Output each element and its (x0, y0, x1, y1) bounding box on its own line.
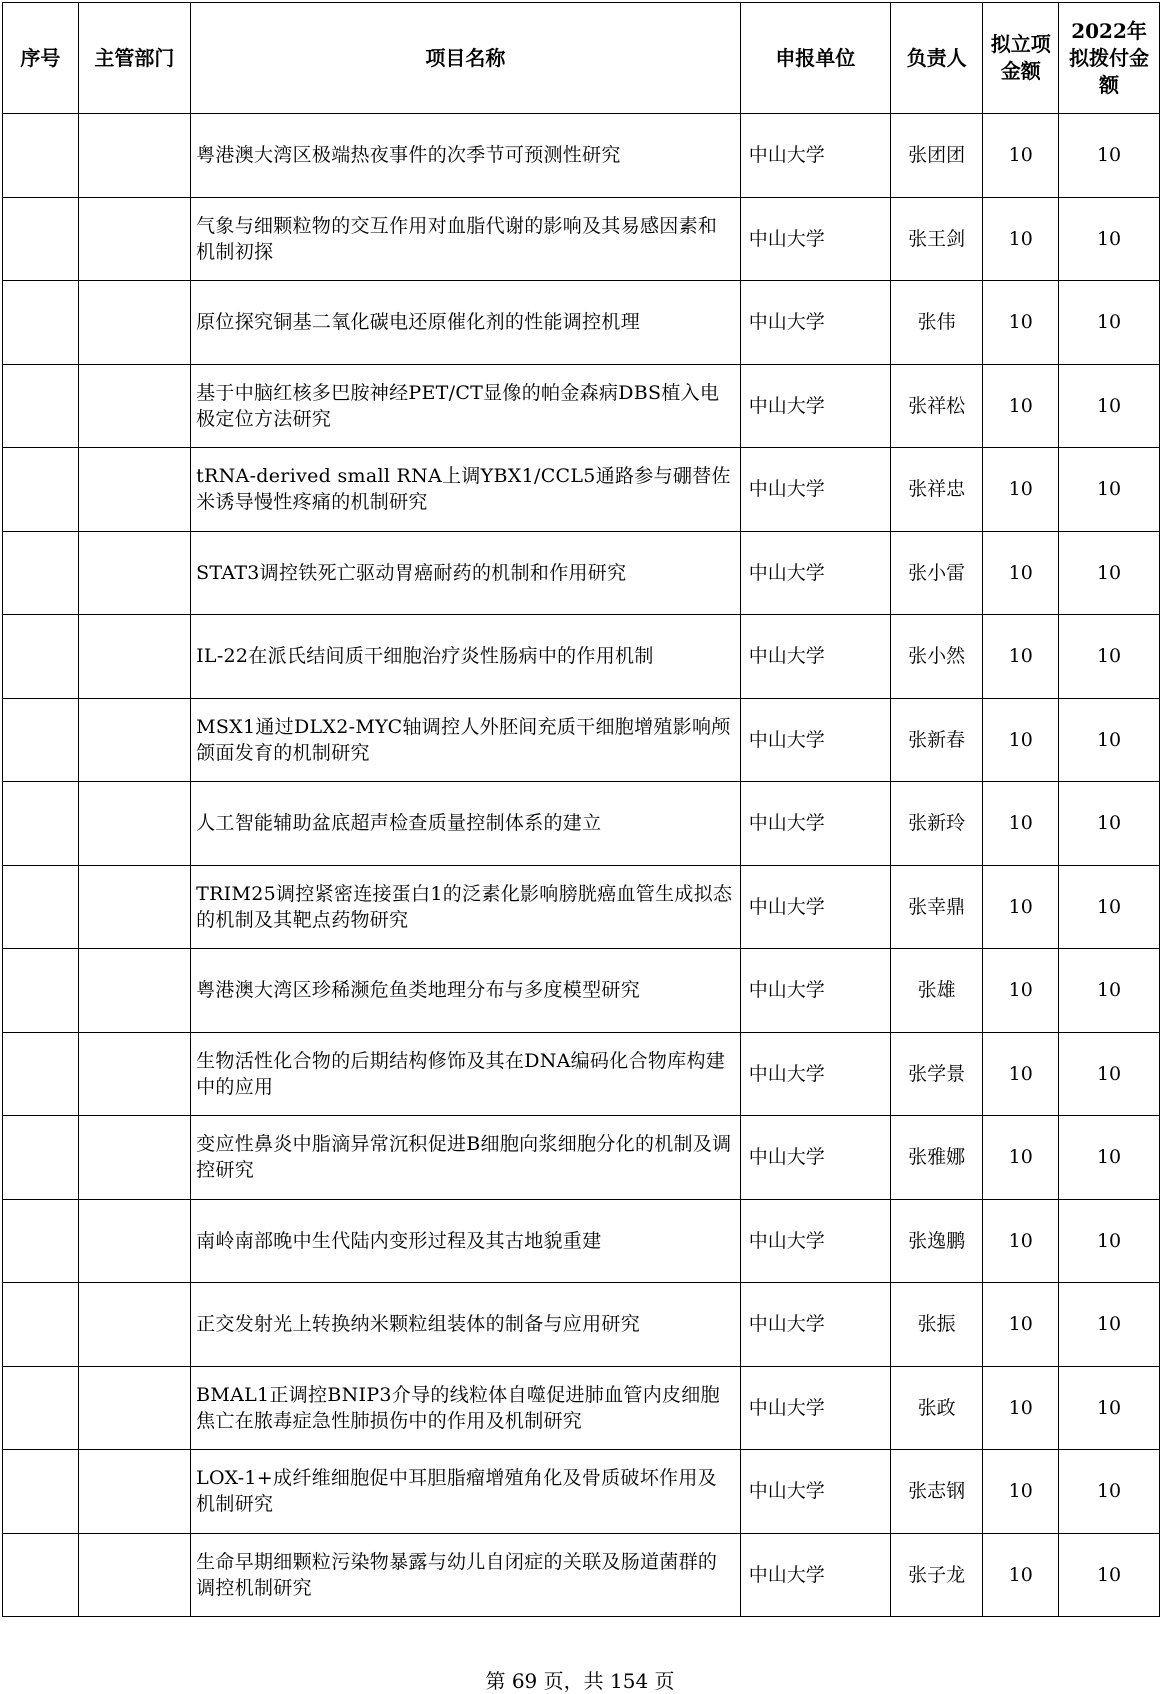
project-name-cell: 粤港澳大湾区珍稀濒危鱼类地理分布与多度模型研究 (191, 949, 741, 1033)
table-row (3, 1116, 1160, 1200)
leader-cell: 张祥忠 (890, 448, 982, 532)
leader-cell: 张逸鹏 (890, 1199, 982, 1283)
table-row (3, 865, 1160, 949)
seq-cell (3, 698, 79, 782)
allocated-amount-cell: 10 (1059, 531, 1160, 615)
project-name-cell: 南岭南部晚中生代陆内变形过程及其古地貌重建 (191, 1199, 741, 1283)
allocated-amount-cell: 10 (1059, 364, 1160, 448)
unit-cell: 中山大学 (740, 949, 890, 1033)
leader-cell: 张王剑 (890, 197, 982, 281)
seq-cell (3, 1199, 79, 1283)
dept-cell (78, 281, 190, 365)
table-row (3, 448, 1160, 532)
unit-cell: 中山大学 (740, 197, 890, 281)
unit-cell: 中山大学 (740, 114, 890, 198)
header-dept: 主管部门 (78, 3, 190, 114)
table-row (3, 1366, 1160, 1450)
project-name-cell: BMAL1正调控BNIP3介导的线粒体自噬促进肺血管内皮细胞焦亡在脓毒症急性肺损伤中的作用及机制研究 (191, 1366, 741, 1450)
allocated-amount-cell: 10 (1059, 1533, 1160, 1617)
dept-cell (78, 1283, 190, 1367)
project-name-cell: 变应性鼻炎中脂滴异常沉积促进B细胞向浆细胞分化的机制及调控研究 (191, 1116, 741, 1200)
leader-cell: 张雄 (890, 949, 982, 1033)
approved-amount-cell: 10 (983, 1366, 1059, 1450)
project-name-cell: TRIM25调控紧密连接蛋白1的泛素化影响膀胱癌血管生成拟态的机制及其靶点药物研究 (191, 865, 741, 949)
header-allocated: 2022年拟拨付金额 (1059, 3, 1160, 114)
seq-cell (3, 1032, 79, 1116)
unit-cell: 中山大学 (740, 448, 890, 532)
header-name: 项目名称 (191, 3, 741, 114)
approved-amount-cell: 10 (983, 281, 1059, 365)
seq-cell (3, 865, 79, 949)
allocated-amount-cell: 10 (1059, 1366, 1160, 1450)
leader-cell: 张小雷 (890, 531, 982, 615)
approved-amount-cell: 10 (983, 114, 1059, 198)
leader-cell: 张新春 (890, 698, 982, 782)
table-row (3, 1450, 1160, 1534)
table-row (3, 364, 1160, 448)
approved-amount-cell: 10 (983, 698, 1059, 782)
project-table (2, 2, 1160, 1617)
header-leader: 负责人 (890, 3, 982, 114)
header-row (3, 3, 1160, 114)
leader-cell: 张幸鼎 (890, 865, 982, 949)
seq-cell (3, 1450, 79, 1534)
approved-amount-cell: 10 (983, 1450, 1059, 1534)
allocated-amount-cell: 10 (1059, 865, 1160, 949)
leader-cell: 张小然 (890, 615, 982, 699)
project-name-cell: 粤港澳大湾区极端热夜事件的次季节可预测性研究 (191, 114, 741, 198)
seq-cell (3, 197, 79, 281)
allocated-amount-cell: 10 (1059, 197, 1160, 281)
allocated-amount-cell: 10 (1059, 281, 1160, 365)
dept-cell (78, 114, 190, 198)
header-seq: 序号 (3, 3, 79, 114)
leader-cell: 张祥松 (890, 364, 982, 448)
table-row (3, 1533, 1160, 1617)
dept-cell (78, 865, 190, 949)
table-row (3, 698, 1160, 782)
unit-cell: 中山大学 (740, 782, 890, 866)
table-row (3, 949, 1160, 1033)
seq-cell (3, 448, 79, 532)
unit-cell: 中山大学 (740, 1116, 890, 1200)
dept-cell (78, 1533, 190, 1617)
unit-cell: 中山大学 (740, 1450, 890, 1534)
approved-amount-cell: 10 (983, 197, 1059, 281)
page-footer: 第 69 页，共 154 页 (485, 1669, 675, 1693)
allocated-amount-cell: 10 (1059, 698, 1160, 782)
approved-amount-cell: 10 (983, 531, 1059, 615)
approved-amount-cell: 10 (983, 615, 1059, 699)
table-row (3, 197, 1160, 281)
leader-cell: 张政 (890, 1366, 982, 1450)
allocated-amount-cell: 10 (1059, 949, 1160, 1033)
leader-cell: 张学景 (890, 1032, 982, 1116)
seq-cell (3, 1116, 79, 1200)
leader-cell: 张新玲 (890, 782, 982, 866)
dept-cell (78, 949, 190, 1033)
seq-cell (3, 114, 79, 198)
project-name-cell: 人工智能辅助盆底超声检查质量控制体系的建立 (191, 782, 741, 866)
approved-amount-cell: 10 (983, 1116, 1059, 1200)
header-approved: 拟立项金额 (983, 3, 1059, 114)
allocated-amount-cell: 10 (1059, 448, 1160, 532)
table-row (3, 1283, 1160, 1367)
seq-cell (3, 1283, 79, 1367)
table-row (3, 114, 1160, 198)
allocated-amount-cell: 10 (1059, 1283, 1160, 1367)
unit-cell: 中山大学 (740, 1366, 890, 1450)
project-name-cell: MSX1通过DLX2-MYC轴调控人外胚间充质干细胞增殖影响颅颌面发育的机制研究 (191, 698, 741, 782)
table-row (3, 1032, 1160, 1116)
unit-cell: 中山大学 (740, 281, 890, 365)
project-name-cell: 气象与细颗粒物的交互作用对血脂代谢的影响及其易感因素和机制初探 (191, 197, 741, 281)
dept-cell (78, 1366, 190, 1450)
approved-amount-cell: 10 (983, 1032, 1059, 1116)
allocated-amount-cell: 10 (1059, 1116, 1160, 1200)
table-row (3, 782, 1160, 866)
project-name-cell: 原位探究铜基二氧化碳电还原催化剂的性能调控机理 (191, 281, 741, 365)
leader-cell: 张振 (890, 1283, 982, 1367)
header-unit: 申报单位 (740, 3, 890, 114)
unit-cell: 中山大学 (740, 1283, 890, 1367)
allocated-amount-cell: 10 (1059, 782, 1160, 866)
project-name-cell: 正交发射光上转换纳米颗粒组装体的制备与应用研究 (191, 1283, 741, 1367)
leader-cell: 张志钢 (890, 1450, 982, 1534)
allocated-amount-cell: 10 (1059, 1199, 1160, 1283)
seq-cell (3, 615, 79, 699)
dept-cell (78, 531, 190, 615)
dept-cell (78, 1199, 190, 1283)
table-row (3, 1199, 1160, 1283)
project-name-cell: IL-22在派氏结间质干细胞治疗炎性肠病中的作用机制 (191, 615, 741, 699)
approved-amount-cell: 10 (983, 448, 1059, 532)
project-name-cell: tRNA-derived small RNA上调YBX1/CCL5通路参与硼替佐米诱导慢性疼痛的机制研究 (191, 448, 741, 532)
dept-cell (78, 698, 190, 782)
dept-cell (78, 1032, 190, 1116)
dept-cell (78, 448, 190, 532)
seq-cell (3, 1366, 79, 1450)
project-name-cell: 基于中脑红核多巴胺神经PET/CT显像的帕金森病DBS植入电极定位方法研究 (191, 364, 741, 448)
unit-cell: 中山大学 (740, 1032, 890, 1116)
table-row (3, 531, 1160, 615)
allocated-amount-cell: 10 (1059, 615, 1160, 699)
dept-cell (78, 1450, 190, 1534)
seq-cell (3, 531, 79, 615)
unit-cell: 中山大学 (740, 1533, 890, 1617)
leader-cell: 张子龙 (890, 1533, 982, 1617)
allocated-amount-cell: 10 (1059, 1032, 1160, 1116)
dept-cell (78, 782, 190, 866)
leader-cell: 张雅娜 (890, 1116, 982, 1200)
approved-amount-cell: 10 (983, 1283, 1059, 1367)
seq-cell (3, 782, 79, 866)
approved-amount-cell: 10 (983, 1199, 1059, 1283)
project-name-cell: 生命早期细颗粒污染物暴露与幼儿自闭症的关联及肠道菌群的调控机制研究 (191, 1533, 741, 1617)
approved-amount-cell: 10 (983, 865, 1059, 949)
unit-cell: 中山大学 (740, 531, 890, 615)
unit-cell: 中山大学 (740, 364, 890, 448)
project-name-cell: STAT3调控铁死亡驱动胃癌耐药的机制和作用研究 (191, 531, 741, 615)
seq-cell (3, 949, 79, 1033)
leader-cell: 张伟 (890, 281, 982, 365)
unit-cell: 中山大学 (740, 1199, 890, 1283)
seq-cell (3, 364, 79, 448)
leader-cell: 张团团 (890, 114, 982, 198)
seq-cell (3, 281, 79, 365)
project-name-cell: 生物活性化合物的后期结构修饰及其在DNA编码化合物库构建中的应用 (191, 1032, 741, 1116)
unit-cell: 中山大学 (740, 615, 890, 699)
approved-amount-cell: 10 (983, 364, 1059, 448)
approved-amount-cell: 10 (983, 1533, 1059, 1617)
project-name-cell: LOX-1+成纤维细胞促中耳胆脂瘤增殖角化及骨质破坏作用及机制研究 (191, 1450, 741, 1534)
dept-cell (78, 364, 190, 448)
unit-cell: 中山大学 (740, 865, 890, 949)
seq-cell (3, 1533, 79, 1617)
approved-amount-cell: 10 (983, 949, 1059, 1033)
approved-amount-cell: 10 (983, 782, 1059, 866)
allocated-amount-cell: 10 (1059, 1450, 1160, 1534)
unit-cell: 中山大学 (740, 698, 890, 782)
dept-cell (78, 197, 190, 281)
table-row (3, 615, 1160, 699)
dept-cell (78, 615, 190, 699)
allocated-amount-cell: 10 (1059, 114, 1160, 198)
table-row (3, 281, 1160, 365)
dept-cell (78, 1116, 190, 1200)
